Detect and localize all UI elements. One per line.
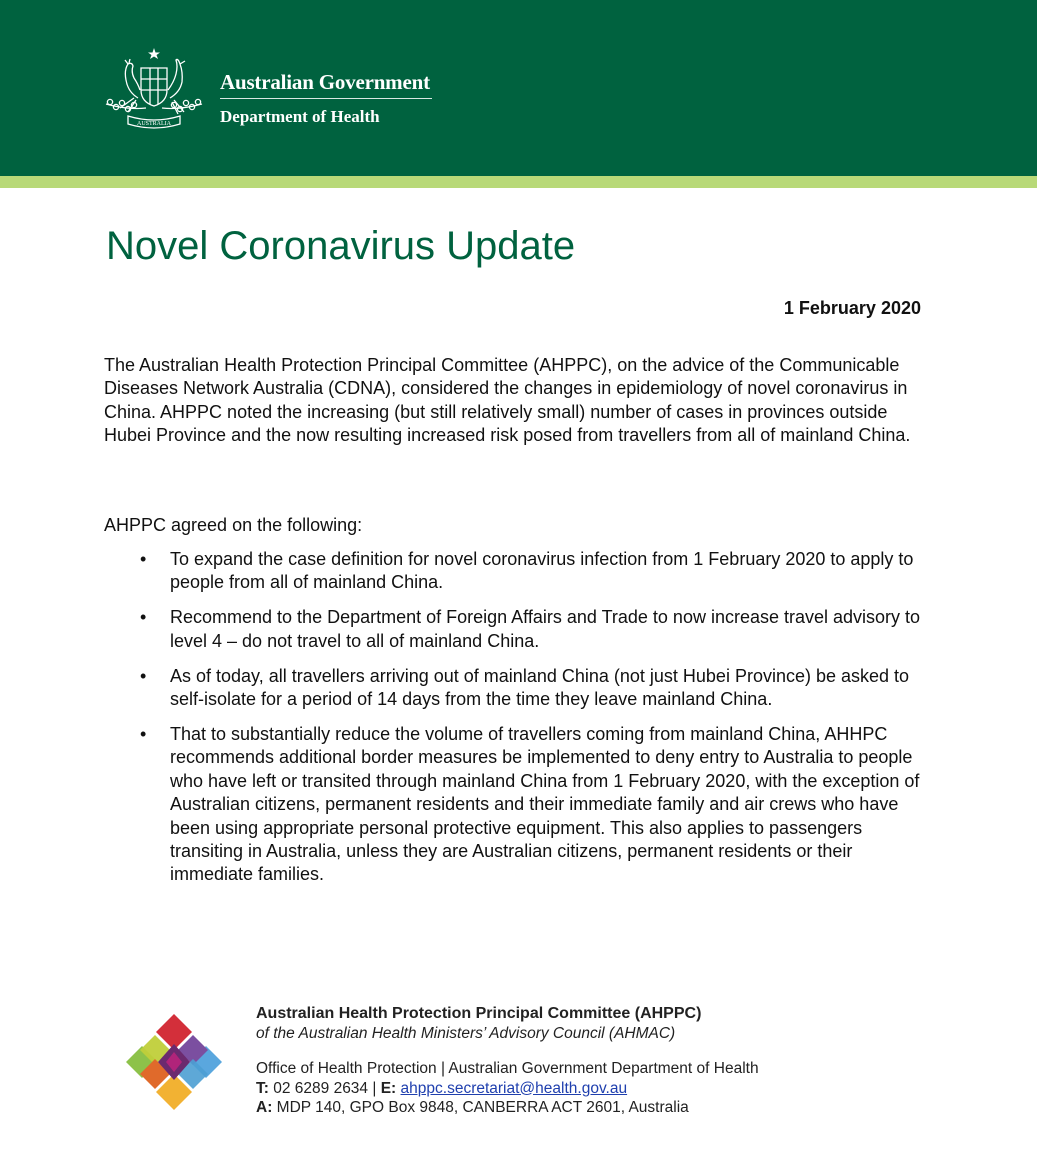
department-name: Department of Health	[220, 107, 380, 126]
bullet-icon: •	[140, 723, 147, 744]
phone-number: 02 6289 2634	[273, 1079, 369, 1097]
list-item	[104, 723, 934, 887]
phone-email-separator: |	[372, 1079, 377, 1097]
footer-address: MDP 140, GPO Box 9848, CANBERRA ACT 2601, Australia	[276, 1099, 689, 1116]
email-link[interactable]: ahppc.secretariat@health.gov.au	[400, 1079, 628, 1097]
phone-label: T:	[256, 1079, 269, 1097]
bullet-icon: •	[140, 665, 147, 686]
list-item-text: As of today, all travellers arriving out of mainland China (not just Hubei Province) be asked to self-isolate for a period of 14 days from the time they leave mainland China.	[170, 665, 910, 710]
footer-org: Australian Health Protection Principal Committee (AHPPC)	[256, 1005, 702, 1022]
footer-office: Office of Health Protection | Australian Government Department of Health	[256, 1060, 759, 1077]
footer-phone-email-line	[256, 1079, 759, 1099]
footer-address-line	[256, 1098, 759, 1118]
address-label: A:	[256, 1099, 273, 1116]
list-item-text: That to substantially reduce the volume of travellers coming from mainland China, AHHPC recommends additional border measures be implemented to deny entry to Australia to people who have left or transited through mainland China from 1 February 2020, with the exception of Australian citizens, permanent residents and their immediate family and air crews who have been using appropriate personal protective equipment. This also applies to passengers transiting in Australia, unless they are Australian citizens, permanent residents or their immediate families.	[170, 723, 920, 885]
footer-spacer	[256, 1043, 759, 1059]
header-stripe	[0, 176, 1037, 188]
government-wordmark	[220, 70, 432, 127]
crest-scroll-text: AUSTRALIA	[137, 121, 171, 127]
intro-paragraph: The Australian Health Protection Principal Committee (AHPPC), on the advice of the Communicable Diseases Network Australia (CDNA), considered the changes in epidemiology of novel coronavirus in China. AHPPC noted the increasing (but still relatively small) number of cases in provinces outside Hubei Province and the now resulting increased risk posed from travellers from all of mainland China.	[104, 355, 911, 446]
page-header	[0, 0, 1037, 176]
footer-sub: of the Australian Health Ministers’ Advisory Council (AHMAC)	[256, 1024, 676, 1042]
agreement-list	[104, 548, 934, 898]
ahppc-logo-icon	[124, 1012, 224, 1112]
list-item-text: To expand the case definition for novel coronavirus infection from 1 February 2020 to apply to people from all of mainland China.	[170, 549, 914, 593]
list-item-text: Recommend to the Department of Foreign Affairs and Trade to now increase travel advisory to level 4 – do not travel to all of mainland China.	[170, 607, 921, 651]
list-item	[104, 665, 934, 712]
footer-contact	[256, 1004, 759, 1118]
email-label: E:	[380, 1079, 397, 1097]
document-date: 1 February 2020	[783, 298, 921, 318]
coat-of-arms-icon	[98, 46, 210, 130]
wordmark-divider	[220, 98, 432, 99]
bullet-icon: •	[140, 549, 147, 569]
page-title: Novel Coronavirus Update	[106, 224, 576, 268]
gov-name: Australian Government	[220, 70, 430, 94]
agreement-lead: AHPPC agreed on the following:	[104, 515, 363, 535]
list-item	[104, 548, 934, 595]
bullet-icon: •	[140, 607, 147, 628]
list-item	[104, 606, 934, 653]
